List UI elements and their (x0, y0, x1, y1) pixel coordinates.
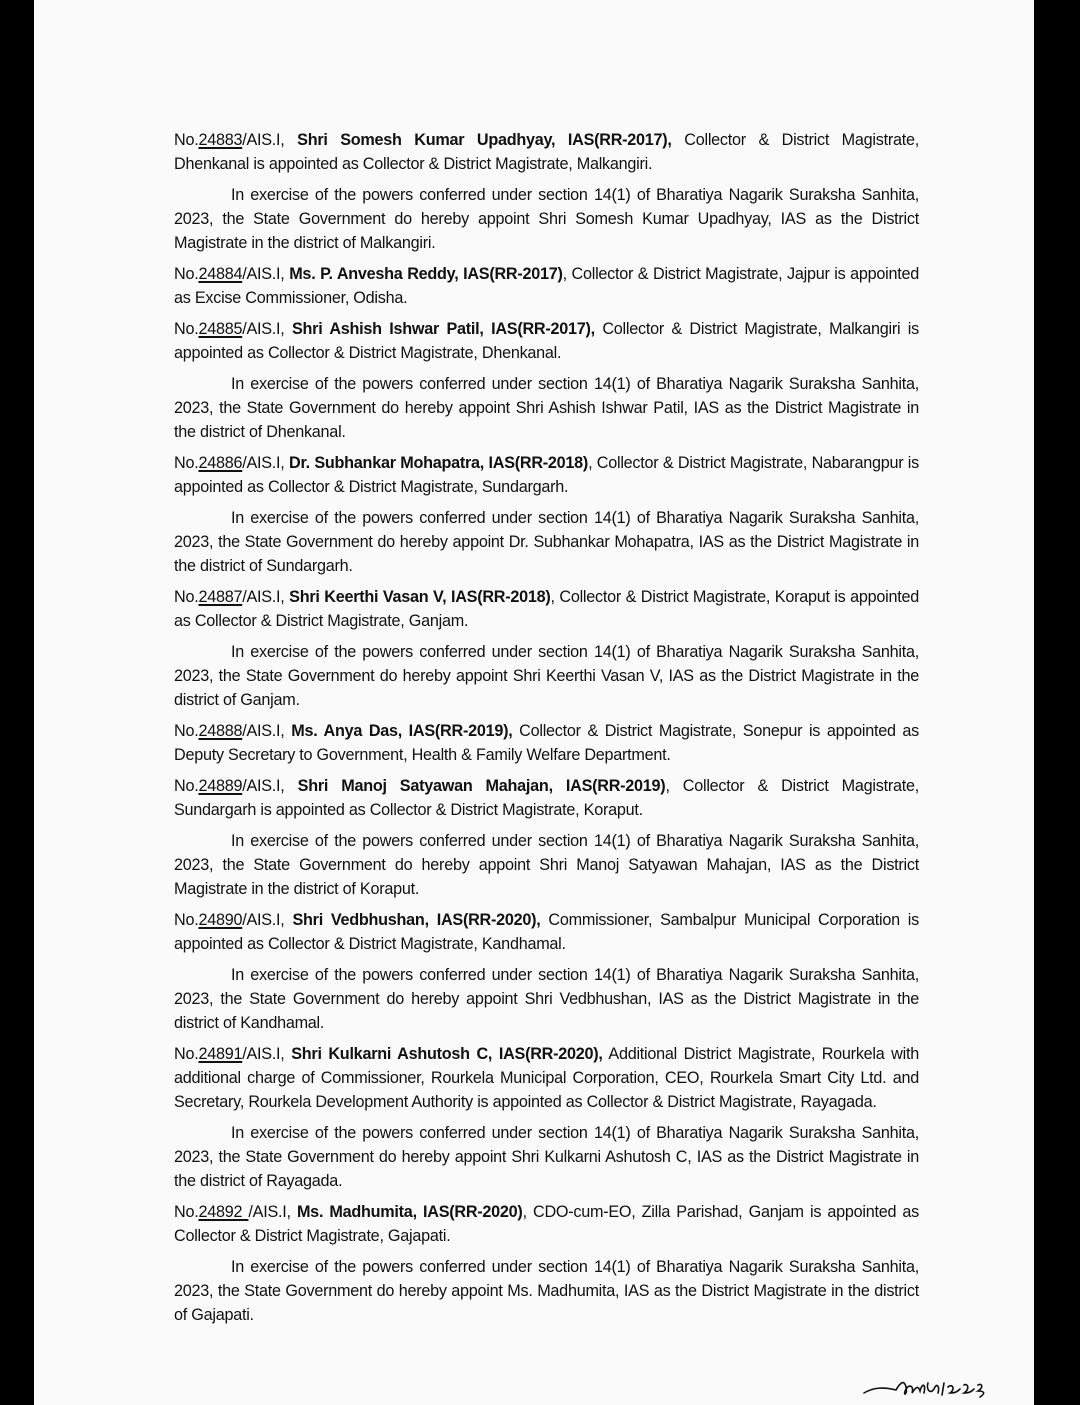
order-24890: No.24890/AIS.I, Shri Vedbhushan, IAS(RR-2020), Commissioner, Sambalpur Municipal Corporation is appointed as Collector & District Magistrate, Kandhamal. (174, 911, 919, 953)
order-number: 24887 (198, 588, 243, 606)
order-24886: No.24886/AIS.I, Dr. Subhankar Mohapatra, IAS(RR-2018), Collector & District Magistrate, Nabarangpur is appointed as Collector & District Magistrate, Sundargarh. (174, 454, 919, 496)
order-24891: No.24891/AIS.I, Shri Kulkarni Ashutosh C, IAS(RR-2020), Additional District Magistrate, Rourkela with additional charge of Commissioner, Rourkela Municipal Corporation, CEO, Rourkela Smart City Ltd. and Secretary, Rourkela Development Authority is appointed as Collector & District Magistrate, Rayagada. (174, 1045, 919, 1111)
officer-name: Shri Somesh Kumar Upadhyay, IAS(RR-2017), (297, 131, 672, 149)
officer-name: Shri Keerthi Vasan V, IAS(RR-2018) (289, 588, 551, 606)
order-list (174, 128, 919, 1334)
order-24887: No.24887/AIS.I, Shri Keerthi Vasan V, IAS(RR-2018), Collector & District Magistrate, Koraput is appointed as Collector & District Magistrate, Ganjam. (174, 588, 919, 630)
exercise-paragraph: In exercise of the powers conferred under section 14(1) of Bharatiya Nagarik Suraksha Sanhita, 2023, the State Government do hereby appoint Ms. Madhumita, IAS as the District Magistrate in the district of Gajapati. (174, 1258, 919, 1324)
order-number: 24885 (198, 320, 243, 338)
order-number: 24891 (198, 1045, 243, 1063)
order-24888: No.24888/AIS.I, Ms. Anya Das, IAS(RR-2019), Collector & District Magistrate, Sonepur is appointed as Deputy Secretary to Government, Health & Family Welfare Department. (174, 722, 919, 764)
order-number: 24890 (198, 911, 243, 929)
order-24883: No.24883/AIS.I, Shri Somesh Kumar Upadhyay, IAS(RR-2017), Collector & District Magistrate, Dhenkanal is appointed as Collector & District Magistrate, Malkangiri. (174, 131, 919, 173)
order-number: 24892 (198, 1203, 249, 1221)
officer-name: Ms. Anya Das, IAS(RR-2019), (291, 722, 513, 740)
officer-name: Ms. Madhumita, IAS(RR-2020) (296, 1203, 523, 1221)
exercise-paragraph: In exercise of the powers conferred under section 14(1) of Bharatiya Nagarik Suraksha Sanhita, 2023, the State Government do hereby appoint Shri Vedbhushan, IAS as the District Magistrate in the district of Kandhamal. (174, 966, 919, 1032)
order-24889: No.24889/AIS.I, Shri Manoj Satyawan Mahajan, IAS(RR-2019), Collector & District Magistrate, Sundargarh is appointed as Collector & District Magistrate, Koraput. (174, 777, 919, 819)
officer-name: Dr. Subhankar Mohapatra, IAS(RR-2018) (289, 454, 589, 472)
order-24885: No.24885/AIS.I, Shri Ashish Ishwar Patil, IAS(RR-2017), Collector & District Magistrate, Malkangiri is appointed as Collector & District Magistrate, Dhenkanal. (174, 320, 919, 362)
officer-name: Shri Manoj Satyawan Mahajan, IAS(RR-2019) (297, 777, 666, 795)
order-number: 24884 (198, 265, 243, 283)
officer-name: Shri Kulkarni Ashutosh C, IAS(RR-2020), (291, 1045, 603, 1063)
exercise-paragraph: In exercise of the powers conferred under section 14(1) of Bharatiya Nagarik Suraksha Sanhita, 2023, the State Government do hereby appoint Shri Keerthi Vasan V, IAS as the District Magistrate in the district of Ganjam. (174, 643, 919, 709)
officer-name: Ms. P. Anvesha Reddy, IAS(RR-2017) (289, 265, 563, 283)
exercise-paragraph: In exercise of the powers conferred under section 14(1) of Bharatiya Nagarik Suraksha Sanhita, 2023, the State Government do hereby appoint Shri Ashish Ishwar Patil, IAS as the District Magistrate in the district of Dhenkanal. (174, 375, 919, 441)
exercise-paragraph: In exercise of the powers conferred under section 14(1) of Bharatiya Nagarik Suraksha Sanhita, 2023, the State Government do hereby appoint Dr. Subhankar Mohapatra, IAS as the District Magistrate in the district of Sundargarh. (174, 509, 919, 575)
order-24884: No.24884/AIS.I, Ms. P. Anvesha Reddy, IAS(RR-2017), Collector & District Magistrate, Jajpur is appointed as Excise Commissioner, Odisha. (174, 265, 919, 307)
order-number: 24889 (198, 777, 243, 795)
exercise-paragraph: In exercise of the powers conferred under section 14(1) of Bharatiya Nagarik Suraksha Sanhita, 2023, the State Government do hereby appoint Shri Somesh Kumar Upadhyay, IAS as the District Magistrate in the district of Malkangiri. (174, 186, 919, 252)
signature-image (860, 1373, 1000, 1403)
exercise-paragraph: In exercise of the powers conferred under section 14(1) of Bharatiya Nagarik Suraksha Sanhita, 2023, the State Government do hereby appoint Shri Kulkarni Ashutosh C, IAS as the District Magistrate in the district of Rayagada. (174, 1124, 919, 1190)
exercise-paragraph: In exercise of the powers conferred under section 14(1) of Bharatiya Nagarik Suraksha Sanhita, 2023, the State Government do hereby appoint Shri Manoj Satyawan Mahajan, IAS as the District Magistrate in the district of Koraput. (174, 832, 919, 898)
officer-name: Shri Vedbhushan, IAS(RR-2020), (292, 911, 541, 929)
order-number: 24888 (198, 722, 243, 740)
order-24892: No.24892 /AIS.I, Ms. Madhumita, IAS(RR-2020), CDO-cum-EO, Zilla Parishad, Ganjam is appointed as Collector & District Magistrate, Gajapati. (174, 1203, 920, 1245)
document-page (34, 0, 1034, 1405)
order-number: 24883 (198, 131, 243, 149)
officer-name: Shri Ashish Ishwar Patil, IAS(RR-2017), (292, 320, 595, 338)
order-number: 24886 (198, 454, 243, 472)
